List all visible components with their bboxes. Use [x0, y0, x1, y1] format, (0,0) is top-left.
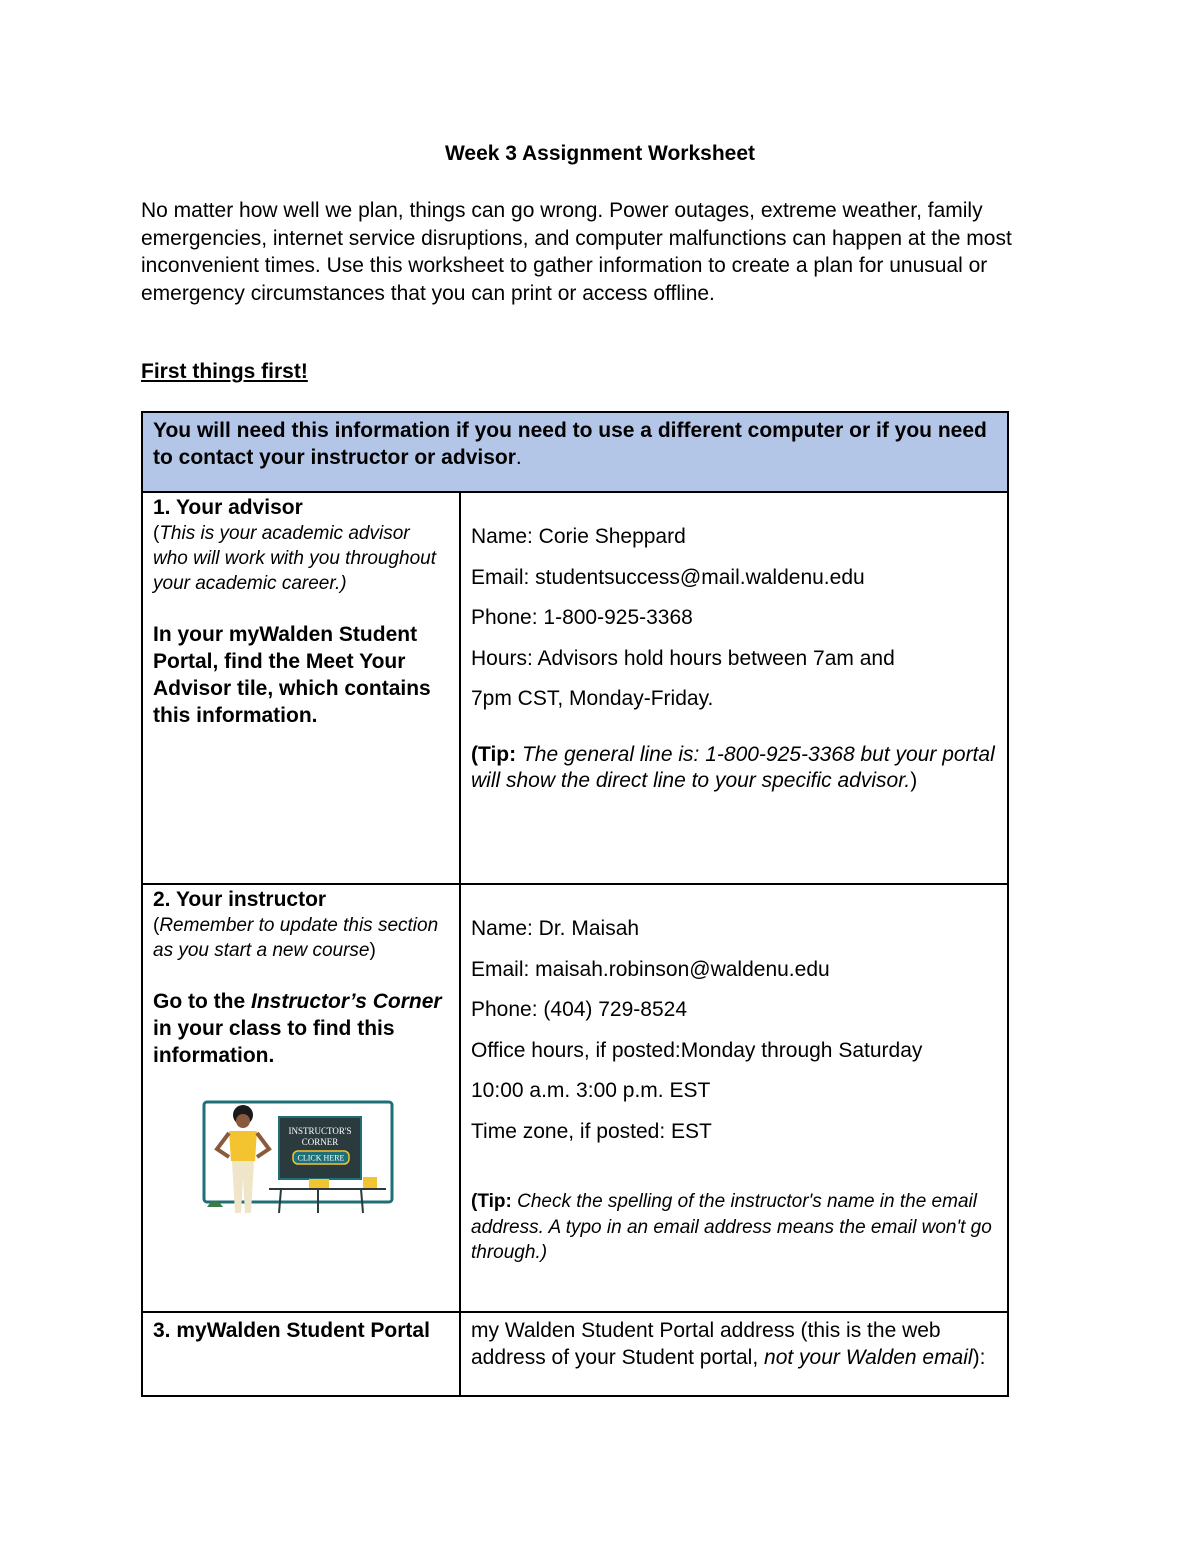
advisor-tip: (Tip: The general line is: 1-800-925-3368 but your portal will show the direct line to your specific advisor.) [471, 742, 995, 792]
instructors-corner-illustration [201, 1099, 401, 1219]
advisor-info-cell [460, 492, 1008, 884]
advisor-name: Name: Corie Sheppard [471, 525, 686, 548]
instructor-tip: (Tip: Check the spelling of the instructor's name in the email address. A typo in an email address means the email won't go through.) [471, 1191, 992, 1263]
advisor-title: 1. Your advisor [153, 496, 303, 519]
instructor-note: (Remember to update this section as you start a new course) [153, 915, 439, 961]
person-shirt [229, 1131, 257, 1161]
advisor-row [142, 492, 1008, 884]
cup-shape [363, 1177, 377, 1188]
table-header-row [142, 412, 1008, 492]
instructor-label-cell [142, 884, 460, 1312]
section-heading: First things first! [141, 360, 308, 383]
info-table [141, 411, 1009, 1397]
portal-address-prompt: my Walden Student Portal address (this is the web address of your Student portal, not your Walden email): [471, 1319, 986, 1369]
instructor-instruction: Go to the Instructor’s Corner in your class to find this information. [153, 990, 442, 1067]
instructor-office-hours-line1: Office hours, if posted:Monday through Saturday [471, 1038, 923, 1062]
monitor-label-2: CORNER [301, 1137, 339, 1147]
advisor-note: (This is your academic advisor who will work with you throughout your academic career.) [153, 523, 437, 594]
click-here-label: CLICK HERE [297, 1153, 345, 1163]
monitor-stand [309, 1179, 329, 1189]
instructor-phone: Phone: (404) 729-8524 [471, 998, 687, 1021]
instructor-timezone: Time zone, if posted: EST [471, 1119, 712, 1143]
intro-paragraph: No matter how well we plan, things can go wrong. Power outages, extreme weather, family emergencies, internet service disruptions, and computer malfunctions can happen at the most inconvenient times. Use this worksheet to gather information to create a plan for unusual or emergency circumstances that you can print or access offline. [141, 199, 1012, 305]
page-title: Week 3 Assignment Worksheet [444, 142, 756, 165]
advisor-phone: Phone: 1-800-925-3368 [471, 606, 693, 629]
portal-label-cell [142, 1312, 460, 1396]
table-header-text: You will need this information if you need to use a different computer or if you need to contact your instructor or advisor [153, 419, 987, 469]
person-head [236, 1114, 250, 1128]
instructor-info-cell [460, 884, 1008, 1312]
advisor-label-cell [142, 492, 460, 884]
advisor-hours-line2: 7pm CST, Monday-Friday. [471, 687, 714, 710]
advisor-hours-line1: Hours: Advisors hold hours between 7am and [471, 646, 895, 670]
monitor-label-1: INSTRUCTOR'S [288, 1126, 352, 1136]
instructor-row [142, 884, 1008, 1312]
portal-title: 3. myWalden Student Portal [153, 1319, 430, 1342]
instructor-office-hours-line2: 10:00 a.m. 3:00 p.m. EST [471, 1079, 711, 1102]
instructor-title: 2. Your instructor [153, 888, 327, 911]
instructor-email: Email: maisah.robinson@waldenu.edu [471, 957, 830, 981]
advisor-instruction: In your myWalden Student Portal, find the Meet Your Advisor tile, which contains this information. [153, 623, 431, 727]
table-header-cell [142, 412, 1008, 492]
table-header-period: . [515, 446, 522, 469]
instructor-name: Name: Dr. Maisah [471, 917, 640, 940]
portal-info-cell [460, 1312, 1008, 1396]
portal-row [142, 1312, 1008, 1396]
advisor-email: Email: studentsuccess@mail.waldenu.edu [471, 565, 865, 589]
